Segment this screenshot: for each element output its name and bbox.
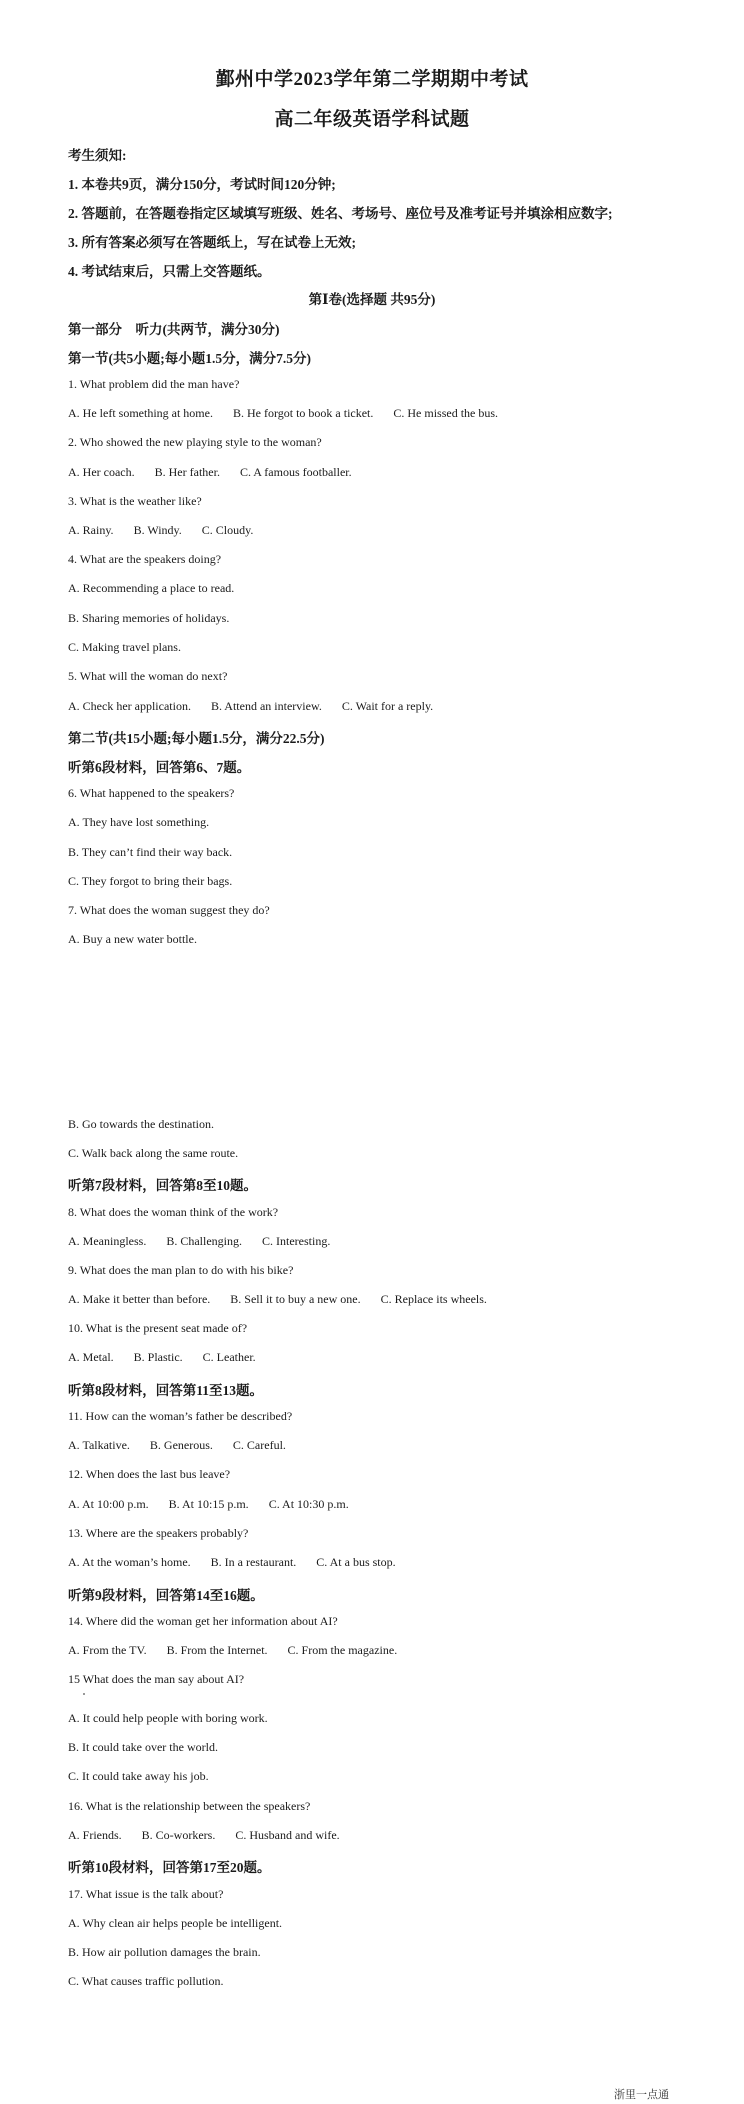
question-stem: 12. When does the last bus leave? <box>68 1467 231 1481</box>
question-options <box>68 1643 397 1658</box>
material-instruction: 听第7段材料，回答第8至10题。 <box>68 1178 257 1193</box>
option-b: B. Sharing memories of holidays. <box>68 611 230 625</box>
question-stem: 2. Who showed the new playing style to the woman? <box>68 435 322 449</box>
question-options <box>68 1292 487 1307</box>
option-b: B. Challenging. <box>166 1234 242 1248</box>
question-options <box>68 1828 340 1843</box>
option-a: A. He left something at home. <box>68 406 213 420</box>
option-b: B. Go towards the destination. <box>68 1117 214 1131</box>
notice-item: 1. 本卷共9页，满分150分，考试时间120分钟; <box>68 177 336 192</box>
question-options <box>68 523 253 538</box>
option-a: A. Make it better than before. <box>68 1292 211 1306</box>
option-b: B. At 10:15 p.m. <box>168 1497 249 1511</box>
option-c: C. He missed the bus. <box>393 406 499 420</box>
notice-heading: 考生须知: <box>68 148 127 163</box>
section-title: 第二节(共15小题;每小题1.5分，满分22.5分) <box>68 731 325 746</box>
scan-speck <box>83 1693 85 1695</box>
option-c: C. Wait for a reply. <box>341 699 434 713</box>
exam-subtitle: 高二年级英语学科试题 <box>274 109 470 130</box>
question-stem: 16. What is the relationship between the speakers? <box>68 1799 311 1813</box>
option-a: A. Check her application. <box>68 699 191 713</box>
option-a: A. It could help people with boring work. <box>68 1711 268 1725</box>
option-a: A. Metal. <box>68 1350 114 1364</box>
option-c: C. From the magazine. <box>287 1643 398 1657</box>
footer-watermark: 浙里一点通 <box>614 2089 669 2101</box>
option-c: C. Replace its wheels. <box>380 1292 487 1306</box>
option-a: A. Her coach. <box>68 465 135 479</box>
question-options <box>68 1555 396 1570</box>
option-c: C. What causes traffic pollution. <box>68 1974 224 1988</box>
notice-item: 4. 考试结束后，只需上交答题纸。 <box>68 264 271 279</box>
option-c: C. They forgot to bring their bags. <box>68 874 233 888</box>
question-options <box>68 1497 349 1512</box>
option-a: A. Meaningless. <box>68 1234 147 1248</box>
question-stem: 1. What problem did the man have? <box>68 377 240 391</box>
question-stem: 7. What does the woman suggest they do? <box>68 903 270 917</box>
notice-item: 2. 答题前，在答题卷指定区域填写班级、姓名、考场号、座位号及准考证号并填涂相应数字; <box>68 206 613 221</box>
option-a: A. Buy a new water bottle. <box>68 932 197 946</box>
material-instruction: 听第9段材料，回答第14至16题。 <box>68 1588 264 1603</box>
question-stem: 5. What will the woman do next? <box>68 669 228 683</box>
option-c: C. It could take away his job. <box>68 1769 209 1783</box>
question-stem: 11. How can the woman’s father be described? <box>68 1409 293 1423</box>
option-b: B. Generous. <box>149 1438 213 1452</box>
option-b: B. It could take over the world. <box>68 1740 218 1754</box>
question-stem: 9. What does the man plan to do with his bike? <box>68 1263 294 1277</box>
question-options <box>68 1350 256 1365</box>
option-b: B. From the Internet. <box>166 1643 268 1657</box>
notice-item: 3. 所有答案必须写在答题纸上，写在试卷上无效; <box>68 235 356 250</box>
option-b: B. Sell it to buy a new one. <box>230 1292 361 1306</box>
option-a: A. They have lost something. <box>68 815 210 829</box>
question-options <box>68 465 352 480</box>
question-stem: 6. What happened to the speakers? <box>68 786 235 800</box>
option-b: B. He forgot to book a ticket. <box>232 406 374 420</box>
option-a: A. Why clean air helps people be intelligent. <box>68 1916 283 1930</box>
question-stem: 8. What does the woman think of the work? <box>68 1205 279 1219</box>
part-title: 第一部分 听力(共两节，满分30分) <box>68 322 280 337</box>
option-c: C. Careful. <box>232 1438 286 1452</box>
material-instruction: 听第10段材料，回答第17至20题。 <box>68 1860 271 1875</box>
option-a: A. Friends. <box>68 1828 122 1842</box>
option-b: B. In a restaurant. <box>210 1555 297 1569</box>
option-b: B. They can’t find their way back. <box>68 845 233 859</box>
option-c: C. At a bus stop. <box>316 1555 396 1569</box>
option-b: B. Her father. <box>154 465 220 479</box>
question-stem: 10. What is the present seat made of? <box>68 1321 248 1335</box>
option-a: A. At the woman’s home. <box>68 1555 191 1569</box>
option-c: C. At 10:30 p.m. <box>268 1497 349 1511</box>
material-instruction: 听第8段材料，回答第11至13题。 <box>68 1383 264 1398</box>
option-a: A. From the TV. <box>68 1643 147 1657</box>
volume-title: 第Ⅰ卷(选择题 共95分) <box>308 292 436 307</box>
option-c: C. Cloudy. <box>201 523 254 537</box>
option-c: C. Making travel plans. <box>68 640 181 654</box>
exam-title: 鄞州中学2023学年第二学期期中考试 <box>215 69 529 90</box>
question-stem: 4. What are the speakers doing? <box>68 552 222 566</box>
option-b: B. Plastic. <box>133 1350 183 1364</box>
material-instruction: 听第6段材料，回答第6、7题。 <box>68 760 251 775</box>
section-title: 第一节(共5小题;每小题1.5分，满分7.5分) <box>68 351 311 366</box>
question-stem: 13. Where are the speakers probably? <box>68 1526 249 1540</box>
question-stem: 17. What issue is the talk about? <box>68 1887 224 1901</box>
question-options <box>68 699 433 714</box>
option-a: A. At 10:00 p.m. <box>68 1497 149 1511</box>
option-c: C. Husband and wife. <box>235 1828 340 1842</box>
option-c: C. A famous footballer. <box>239 465 352 479</box>
option-c: C. Walk back along the same route. <box>68 1146 239 1160</box>
option-b: B. How air pollution damages the brain. <box>68 1945 261 1959</box>
option-b: B. Windy. <box>133 523 182 537</box>
option-a: A. Recommending a place to read. <box>68 581 235 595</box>
question-options <box>68 1234 330 1249</box>
option-c: C. Interesting. <box>262 1234 331 1248</box>
question-stem: 15 What does the man say about AI? <box>68 1672 245 1686</box>
option-c: C. Leather. <box>202 1350 256 1364</box>
option-b: B. Co-workers. <box>141 1828 216 1842</box>
question-stem: 14. Where did the woman get her information about AI? <box>68 1614 338 1628</box>
option-b: B. Attend an interview. <box>210 699 322 713</box>
option-a: A. Talkative. <box>68 1438 130 1452</box>
question-options <box>68 1438 286 1453</box>
question-stem: 3. What is the weather like? <box>68 494 202 508</box>
option-a: A. Rainy. <box>68 523 114 537</box>
question-options <box>68 406 498 421</box>
